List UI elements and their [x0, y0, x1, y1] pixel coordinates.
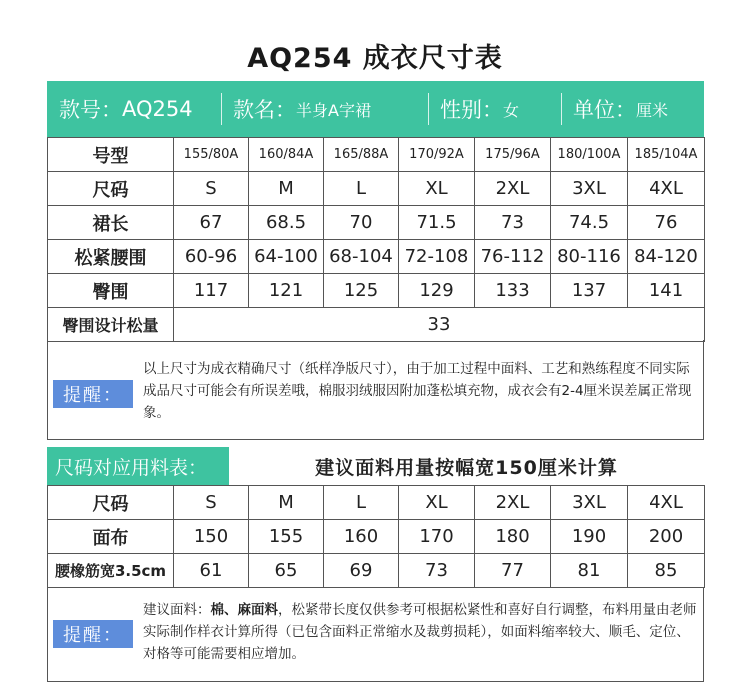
table-cell: 68-104 — [324, 240, 399, 274]
table-cell: 141 — [628, 274, 705, 308]
table-cell: 190 — [551, 520, 628, 554]
fabric-section-label: 尺码对应用料表： — [47, 447, 229, 485]
unit-value: 厘米 — [636, 100, 669, 120]
style-cell — [221, 81, 428, 137]
table-cell: 170/92A — [399, 138, 475, 172]
fabric-reminder-body: ，松紧带长度仅供参考可根据松紧性和喜好自行调整，布料用量由老师实际制作样衣计算所得（已包含面料正常缩水及裁剪损耗），如面料缩率较大、顺毛、定位、对格等可能需要相应增加。 — [143, 602, 697, 662]
gender-value: 女 — [503, 100, 520, 120]
fabric-reminder-prefix: 建议面料： — [143, 602, 211, 618]
table-cell: 175/96A — [475, 138, 551, 172]
table-row — [48, 486, 705, 520]
table-row — [48, 138, 705, 172]
fabric-table — [47, 485, 705, 588]
table-cell: 73 — [399, 554, 475, 588]
table-cell: 2XL — [475, 172, 551, 206]
table-cell: 200 — [628, 520, 705, 554]
table-cell: 180 — [475, 520, 551, 554]
table-cell: 73 — [475, 206, 551, 240]
table-cell: 74.5 — [551, 206, 628, 240]
table-row — [48, 172, 705, 206]
ease-value: 33 — [174, 308, 705, 342]
table-cell: 76-112 — [475, 240, 551, 274]
fabric-section-header — [47, 447, 704, 485]
table-cell: 76 — [628, 206, 705, 240]
table-cell: 150 — [174, 520, 249, 554]
style-label: 款名： — [233, 98, 296, 122]
table-cell: 61 — [174, 554, 249, 588]
row-label: 面布 — [48, 520, 174, 554]
table-cell: 72-108 — [399, 240, 475, 274]
table-row — [48, 554, 705, 588]
table-cell: 165/88A — [324, 138, 399, 172]
table-cell: 121 — [249, 274, 324, 308]
size-table — [47, 137, 705, 342]
table-cell: 67 — [174, 206, 249, 240]
reminder-badge: 提醒： — [53, 380, 133, 408]
table-cell: 65 — [249, 554, 324, 588]
model-value: AQ254 — [122, 97, 193, 121]
table-row — [48, 274, 705, 308]
table-cell: 80-116 — [551, 240, 628, 274]
reminder-text: 以上尺寸为成衣精确尺寸（纸样净版尺寸），由于加工过程中面料、工艺和熟练程度不同实际成品尺寸可能会有所误差哦，棉服羽绒服因附加蓬松填充物，成衣会有2-4厘米误差属正常现象。 — [143, 361, 692, 421]
table-cell: 68.5 — [249, 206, 324, 240]
model-cell — [47, 81, 221, 137]
row-label: 裙长 — [48, 206, 174, 240]
gender-cell — [428, 81, 561, 137]
gender-label: 性别： — [440, 98, 503, 122]
table-cell: 3XL — [551, 486, 628, 520]
row-label: 臀围设计松量 — [48, 308, 174, 342]
table-cell: S — [174, 172, 249, 206]
table-row — [48, 520, 705, 554]
row-label: 尺码 — [48, 172, 174, 206]
table-row — [48, 206, 705, 240]
page-title: AQ254 成衣尺寸表 — [247, 43, 503, 74]
model-label: 款号： — [59, 98, 122, 122]
table-cell: S — [174, 486, 249, 520]
table-cell: XL — [399, 486, 475, 520]
table-cell: 70 — [324, 206, 399, 240]
table-cell: 160 — [324, 520, 399, 554]
table-cell: 117 — [174, 274, 249, 308]
table-cell: 2XL — [475, 486, 551, 520]
table-cell: 137 — [551, 274, 628, 308]
fabric-width-note: 建议面料用量按幅宽150厘米计算 — [315, 456, 618, 479]
table-cell: 3XL — [551, 172, 628, 206]
table-cell: 84-120 — [628, 240, 705, 274]
table-cell: 170 — [399, 520, 475, 554]
table-cell: 133 — [475, 274, 551, 308]
reminder-box — [47, 340, 704, 440]
unit-cell — [561, 81, 704, 137]
table-cell: 129 — [399, 274, 475, 308]
table-cell: M — [249, 486, 324, 520]
table-cell: XL — [399, 172, 475, 206]
fabric-reminder-badge: 提醒： — [53, 620, 133, 648]
table-cell: L — [324, 172, 399, 206]
table-cell: 160/84A — [249, 138, 324, 172]
fabric-reminder-box — [47, 587, 704, 682]
row-label: 尺码 — [48, 486, 174, 520]
unit-label: 单位： — [573, 98, 636, 122]
table-cell: 155/80A — [174, 138, 249, 172]
table-cell: 77 — [475, 554, 551, 588]
table-cell: 125 — [324, 274, 399, 308]
table-cell: 64-100 — [249, 240, 324, 274]
table-cell: 71.5 — [399, 206, 475, 240]
table-row — [48, 308, 705, 342]
table-cell: 4XL — [628, 172, 705, 206]
row-label: 腰橡筋宽3.5cm — [48, 554, 174, 588]
row-label: 臀围 — [48, 274, 174, 308]
table-cell: 4XL — [628, 486, 705, 520]
table-cell: 85 — [628, 554, 705, 588]
table-cell: 155 — [249, 520, 324, 554]
product-info-bar — [47, 81, 704, 137]
table-cell: 81 — [551, 554, 628, 588]
fabric-reminder-text — [143, 599, 698, 665]
fabric-reminder-bold: 棉、麻面料 — [210, 602, 278, 618]
table-cell: 69 — [324, 554, 399, 588]
table-row — [48, 240, 705, 274]
table-cell: 60-96 — [174, 240, 249, 274]
row-label: 松紧腰围 — [48, 240, 174, 274]
table-cell: 180/100A — [551, 138, 628, 172]
table-cell: 185/104A — [628, 138, 705, 172]
table-cell: L — [324, 486, 399, 520]
table-cell: M — [249, 172, 324, 206]
row-label: 号型 — [48, 138, 174, 172]
style-value: 半身A字裙 — [296, 100, 371, 120]
